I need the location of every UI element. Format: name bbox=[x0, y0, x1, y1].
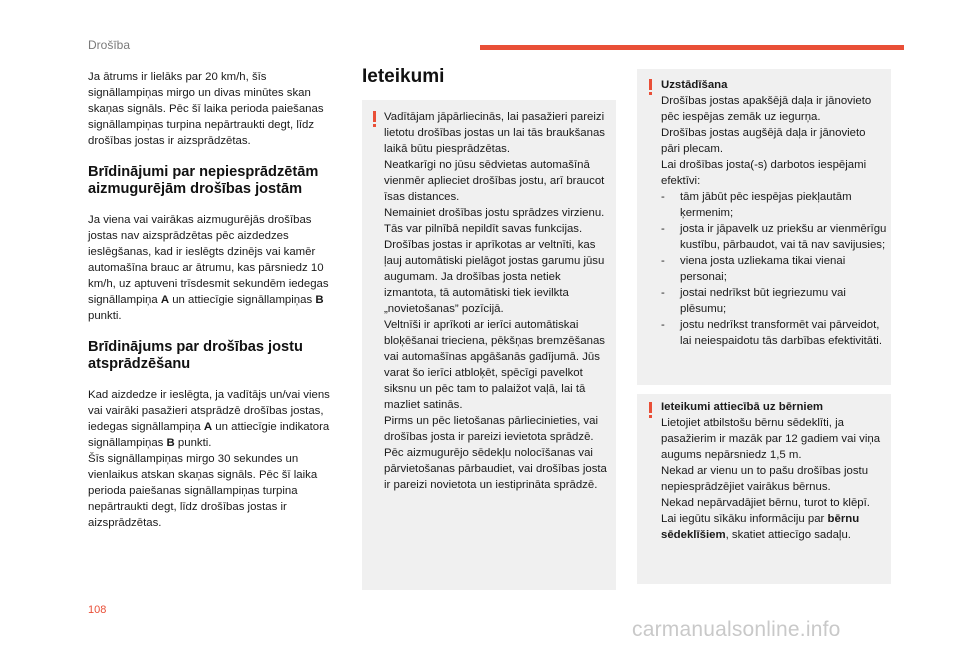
recommendations-title: Ieteikumi bbox=[362, 66, 445, 87]
warning-icon bbox=[371, 111, 378, 127]
list-item: - jostu nedrīkst transformēt vai pārveidot, lai neiespaidotu tās darbības efektivitāti. bbox=[661, 317, 887, 349]
section-accent-bar bbox=[480, 45, 904, 50]
installation-box bbox=[637, 69, 891, 385]
list-item: - viena josta uzliekama tikai vienai personai; bbox=[661, 253, 887, 285]
warning-icon bbox=[647, 79, 654, 95]
unbuckling-paragraph: Kad aizdedze ir ieslēgta, ja vadītājs un/vai viens vai vairāki pasažieri atsprādzē drošības jostas, iedegas signāllampiņa A un attiecīgie indikatora signāllampiņas B punkti. bbox=[88, 389, 330, 449]
list-item: - jostai nedrīkst būt iegriezumu vai plēsumu; bbox=[661, 285, 887, 317]
children-box bbox=[637, 394, 891, 584]
page-number: 108 bbox=[88, 604, 107, 616]
installation-text: Uzstādīšana Drošības jostas apakšējā daļa ir jānovieto pēc iespējas zemāk uz iegurņa. Drošības jostas augšējā daļa ir jānovieto pāri plecam. Lai drošības josta(-s) darbotos iespējami efektīvi: - tām jābūt pēc iespējas piekļautām ķermenim; - josta ir jāpavelk uz priekšu ar vienmērīgu kustību, pārbaudot, vai tā nav savijusies; - viena josta uzliekama tikai vienai personai; - jostai nedrīkst būt iegriezumu vai plēsumu; - jostu nedrīkst transformēt vai pārveidot, lai neiespaidotu tās darbības efektivitāti. bbox=[661, 77, 887, 349]
heading-unbuckling-warning: Brīdinājums par drošības jostu atsprādzēšanu bbox=[88, 339, 303, 372]
flash-paragraph: Šīs signāllampiņas mirgo 30 sekundes un vienlaikus atskan skaņas signāls. Pēc šī laika perioda paiešanas signāllampiņas turpina nepārtraukti degt, līdz drošības jostas ir aizsprādzētas. bbox=[88, 453, 318, 529]
child-seats-reference: bērnu sēdeklīšiem bbox=[661, 513, 860, 541]
left-column bbox=[88, 69, 343, 540]
rear-belt-paragraph: Ja viena vai vairākas aizmugurējās drošības jostas nav aizsprādzētas pēc aizdedzes ieslēgšanas, kad ir ieslēgts dzinējs vai kamēr automašīna brauc ar ātrumu, kas pārsniedz 10 km/h, uz aptuveni trīsdesmit sekundēm iedegas signāllampiņa A un attiecīgie signāllampiņas B punkti. bbox=[88, 214, 329, 322]
heading-rear-belt-warning: Brīdinājumi par nepiesprādzētām aizmugurējām drošības jostām bbox=[88, 164, 319, 197]
intro-paragraph: Ja ātrums ir lielāks par 20 km/h, šīs signāllampiņas mirgo un divas minūtes skan skaņas signāls. Pēc šī laika perioda paiešanas signāllampiņas turpina nepārtraukti degt, līdz drošības jostas ir aizsprādzētas. bbox=[88, 71, 324, 147]
children-title: Ieteikumi attiecībā uz bērniem bbox=[661, 401, 824, 413]
section-title: Drošība bbox=[88, 38, 131, 52]
list-item: - tām jābūt pēc iespējas piekļautām ķermenim; bbox=[661, 189, 887, 221]
recommendations-text: Vadītājam jāpārliecinās, lai pasažieri pareizi lietotu drošības jostas un lai tās braukšanas laikā būtu piesprādzētas. Neatkarīgi no jūsu sēdvietas automašīnā vienmēr aplieciet drošības jostu, arī braucot īsas distances. Nemainiet drošības jostu sprādzes virzienu. Tās var pilnībā nepildīt savas funkcijas. Drošības jostas ir aprīkotas ar veltnīti, kas ļauj automātiski pielāgot jostas garumu jūsu augumam. Ja drošības josta netiek izmantota, tā automātiski tiek ievilkta „novietošanas” pozīcijā. Veltnīši ir aprīkoti ar ierīci automātiskai bloķēšanai trieciena, pēkšņas bremzēšanas vai automašīnas apgāšanās gadījumā. Jūs varat šo ierīci atbloķēt, spēcīgi pavelkot siksnu un pēc tam to palaižot vaļā, lai tā mazliet satinās. Pirms un pēc lietošanas pārliecinieties, vai drošības josta ir pareizi ievietota sprādzē. Pēc aizmugurējo sēdekļu nolocīšanas vai pārvietošanas pārbaudiet, vai drošības josta ir pareizi novietota un iestiprināta sprādzē. bbox=[384, 111, 607, 491]
watermark: carmanualsonline.info bbox=[632, 618, 841, 641]
installation-title: Uzstādīšana bbox=[661, 79, 728, 91]
installation-list bbox=[661, 189, 887, 349]
children-text: Ieteikumi attiecībā uz bērniem Lietojiet atbilstošu bērnu sēdeklīti, ja pasažierim ir mazāk par 12 gadiem vai viņa augums nepārsniedz 1,5 m. Nekad ar vienu un to pašu drošības jostu nepiesprādzējiet vairākus bērnus. Nekad nepārvadājiet bērnu, turot to klēpī. Lai iegūtu sīkāku informāciju par bērnu sēdeklīšiem, skatiet attiecīgo sadaļu. bbox=[661, 399, 887, 543]
recommendations-box bbox=[362, 100, 616, 590]
list-item: - josta ir jāpavelk uz priekšu ar vienmērīgu kustību, pārbaudot, vai tā nav savijusies; bbox=[661, 221, 887, 253]
warning-icon bbox=[647, 402, 654, 418]
